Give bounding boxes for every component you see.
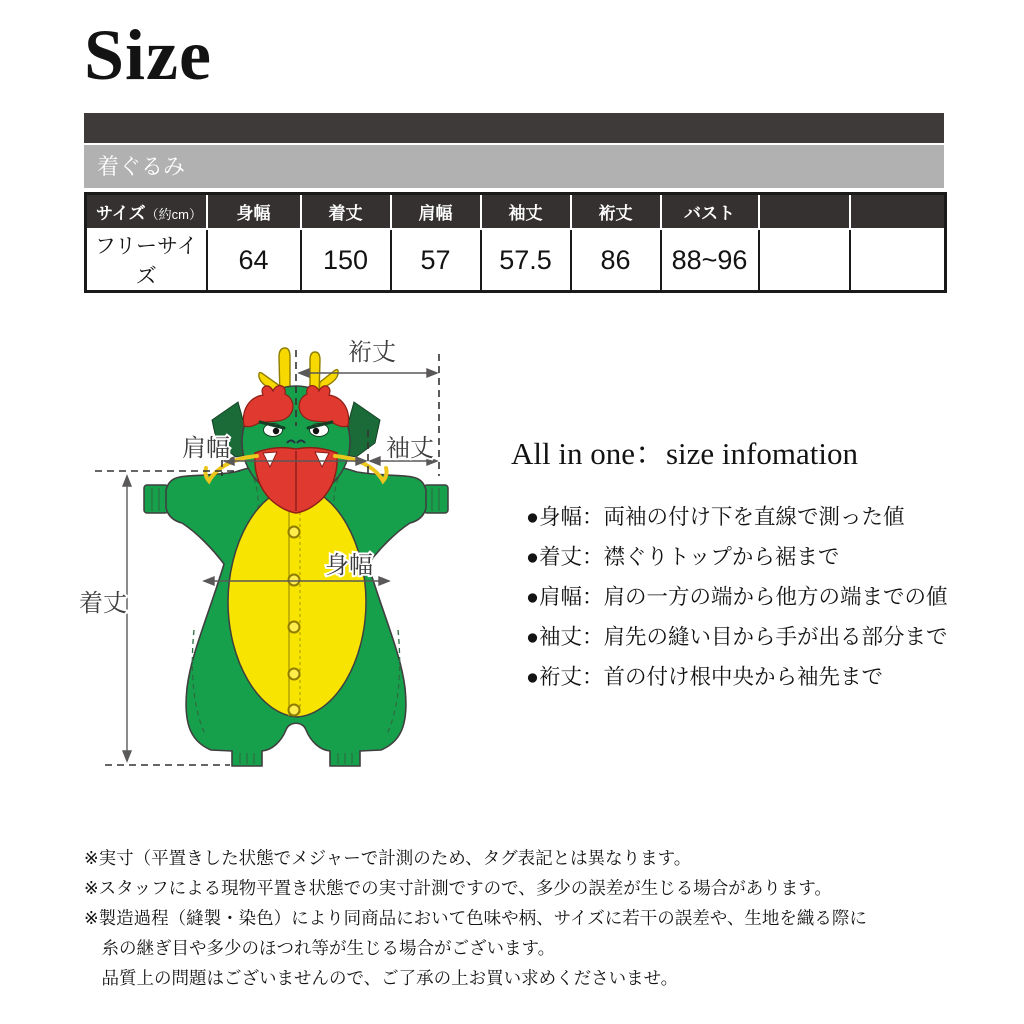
cell-size-name: フリーサイズ [86, 229, 207, 292]
col-header-shoulder: 肩幅 [391, 194, 481, 230]
cell-empty-2 [850, 229, 946, 292]
cell-shoulder: 57 [391, 229, 481, 292]
definition-mihaba: ●身幅：両袖の付け下を直線で測った値 [526, 505, 905, 529]
product-category-label: 着ぐるみ [97, 154, 186, 179]
measurement-definitions [511, 497, 991, 697]
size-table [84, 192, 947, 293]
col-header-yuki: 裄丈 [571, 194, 661, 230]
page-title: Size [84, 15, 212, 95]
product-category-bar [84, 145, 944, 188]
table-header-row [86, 194, 946, 230]
size-col-label: サイズ [96, 204, 146, 223]
col-header-body-width: 身幅 [207, 194, 301, 230]
label-katahaba: 肩幅 [182, 435, 230, 462]
dragon-belly [228, 486, 366, 717]
definition-yukitake: ●裄丈：首の付け根中央から袖先まで [526, 665, 883, 689]
cell-sleeve: 57.5 [481, 229, 571, 292]
info-panel [511, 428, 991, 697]
label-yukitake: 裄丈 [348, 339, 396, 366]
definition-katahaba: ●肩幅：肩の一方の端から他方の端までの値 [526, 585, 948, 609]
cell-yuki: 86 [571, 229, 661, 292]
col-header-empty-2 [850, 194, 946, 230]
top-divider-bar [84, 113, 944, 143]
note-line: ※スタッフによる現物平置き状態での実寸計測ですので、多少の誤差が生じる場合があります。 [84, 878, 832, 898]
definition-kitake: ●着丈：襟ぐりトップから裾まで [526, 545, 840, 569]
note-line: ※製造過程（縫製・染色）により同商品において色味や柄、サイズに若干の誤差や、生地を織る際に [84, 908, 867, 928]
note-line: ※実寸（平置きした状態でメジャーで計測のため、タグ表記とは異なります。 [84, 848, 692, 868]
size-col-unit: （約cm） [145, 207, 202, 222]
cell-bust: 88~96 [661, 229, 759, 292]
col-header-bust: バスト [661, 194, 759, 230]
col-header-sleeve: 袖丈 [481, 194, 571, 230]
label-kitake: 着丈 [79, 590, 127, 617]
col-header-empty-1 [759, 194, 850, 230]
info-title: All in one：size infomation [511, 436, 858, 471]
cell-empty-1 [759, 229, 850, 292]
cell-body-width: 64 [207, 229, 301, 292]
notes-section [84, 843, 974, 993]
table-row [86, 229, 946, 292]
label-sodetake: 袖丈 [386, 435, 434, 462]
note-line: 品質上の問題はございませんので、ご了承の上お買い求めくださいませ。 [84, 968, 679, 988]
cell-length: 150 [301, 229, 391, 292]
note-line: 糸の継ぎ目や多少のほつれ等が生じる場合がございます。 [84, 938, 556, 958]
definition-sodetake: ●袖丈：肩先の縫い目から手が出る部分まで [526, 625, 948, 649]
col-header-length: 着丈 [301, 194, 391, 230]
label-mihaba: 身幅 [325, 552, 373, 579]
measurement-diagram [60, 330, 480, 800]
col-header-size [86, 194, 207, 230]
